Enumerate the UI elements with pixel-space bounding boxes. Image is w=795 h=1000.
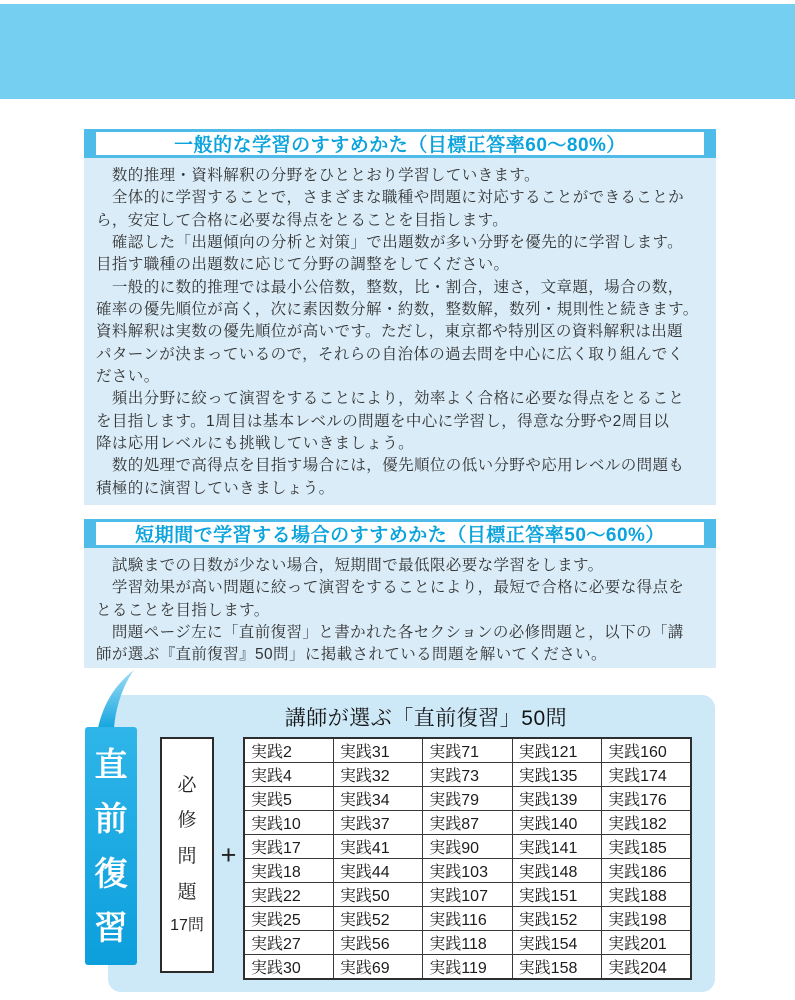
table-cell: 実践50 [333,883,422,907]
table-cell: 実践141 [512,835,601,859]
table-cell: 実践151 [512,883,601,907]
table-cell: 実践31 [333,738,422,763]
table-row [244,955,691,980]
text-line: 試験までの日数が少ない場合，短期間で最低限必要な学習をします。 [96,557,604,574]
table-cell: 実践186 [602,859,691,883]
review-table-title: 講師が選ぶ「直前復習」50問 [284,707,568,730]
table-cell: 実践204 [602,955,691,980]
text-line: 数的処理で高得点を目指す場合には，優先順位の低い分野や応用レベルの問題も [96,457,685,475]
table-cell: 実践160 [602,738,691,763]
header-bar-cap-left [84,129,96,158]
section-body-general [84,158,716,500]
table-cell: 実践103 [423,859,512,883]
table-row [244,835,691,859]
required-problems-box [160,737,214,973]
table-row [244,883,691,907]
required-box-char: 必 [177,774,197,796]
text-line: 降は応用レベルにも挑戦していきましょう。 [96,435,415,453]
table-cell: 実践56 [333,931,422,955]
table-cell: 実践182 [602,811,691,835]
section-title-short-term: 短期間で学習する場合のすすめかた（目標正答率50～60%） [135,525,665,546]
table-cell: 実践44 [333,859,422,883]
review-table-body [244,738,691,979]
text-line: パターンが決まっているので，それらの自治体の過去問を中心に広く取り組んでく [96,345,684,363]
pre-exam-review-banner [85,727,137,965]
table-row [244,763,691,787]
table-cell: 実践10 [244,811,333,835]
top-decorative-band [0,4,795,99]
table-row [244,738,691,763]
banner-char: 習 [94,908,128,946]
table-cell: 実践119 [423,955,512,980]
table-cell: 実践174 [602,763,691,787]
text-line: 確率の優先順位が高く，次に素因数分解・約数，整数解，数列・規則性と続きます。 [96,301,699,319]
section-header-general [84,129,716,158]
table-row [244,907,691,931]
table-cell: 実践17 [244,835,333,859]
section-body-short-term [84,548,716,667]
section-title-general: 一般的な学習のすすめかた（目標正答率60～80%） [174,135,626,156]
header-bar-cap-right [704,519,716,548]
text-line: 資料解釈は実数の優先順位が高いです。ただし，東京都や特別区の資料解釈は出題 [96,323,684,341]
table-cell: 実践18 [244,859,333,883]
table-row [244,931,691,955]
table-cell: 実践185 [602,835,691,859]
table-cell: 実践34 [333,787,422,811]
text-line: 数的推理・資料解釈の分野をひととおり学習していきます。 [96,167,540,184]
table-cell: 実践25 [244,907,333,931]
text-line: 一般的に数的推理では最小公倍数，整数，比・割合，速さ，文章題，場合の数， [96,278,684,296]
header-bar-cap-left [84,519,96,548]
table-cell: 実践154 [512,931,601,955]
text-line: ださい。 [96,368,160,386]
table-cell: 実践139 [512,787,601,811]
section-short-term-study [84,519,716,668]
table-cell: 実践87 [423,811,512,835]
table-cell: 実践71 [423,738,512,763]
table-cell: 実践198 [602,907,691,931]
table-row [244,811,691,835]
table-cell: 実践2 [244,738,333,763]
table-cell: 実践140 [512,811,601,835]
text-line: 師が選ぶ『直前復習』50問」に掲載されている問題を解いてください。 [96,646,607,664]
banner-char: 直 [94,746,128,784]
table-row [244,787,691,811]
table-cell: 実践121 [512,738,601,763]
review-problems-table [243,737,692,980]
banner-char: 前 [94,800,128,838]
table-cell: 実践152 [512,907,601,931]
table-cell: 実践116 [423,907,512,931]
banner-tail-swoosh [94,670,140,728]
table-cell: 実践52 [333,907,422,931]
table-cell: 実践201 [602,931,691,955]
text-line: とることを目指します。 [96,601,270,619]
table-cell: 実践73 [423,763,512,787]
table-cell: 実践41 [333,835,422,859]
required-box-char: 問 [177,845,197,867]
table-cell: 実践5 [244,787,333,811]
required-box-char: 修 [177,810,197,832]
banner-char: 復 [94,854,128,892]
text-line: 目指す職種の出題数に応じて分野の調整をしてください。 [96,256,510,274]
table-cell: 実践135 [512,763,601,787]
text-line: 確認した「出題傾向の分析と対策」で出題数が多い分野を優先的に学習します。 [96,234,684,252]
table-cell: 実践79 [423,787,512,811]
table-cell: 実践90 [423,835,512,859]
section-header-short-term [84,519,716,548]
table-cell: 実践32 [333,763,422,787]
section-general-study [84,129,716,505]
table-cell: 実践27 [244,931,333,955]
plus-sign: + [220,839,237,870]
table-cell: 実践176 [602,787,691,811]
table-cell: 実践158 [512,955,601,980]
table-cell: 実践30 [244,955,333,980]
table-cell: 実践118 [423,931,512,955]
required-box-count: 17問 [170,917,204,935]
required-box-char: 題 [177,881,197,903]
table-cell: 実践188 [602,883,691,907]
text-line: 学習効果が高い問題に絞って演習をすることにより，最短で合格に必要な得点を [96,579,685,597]
text-line: 積極的に演習していきましょう。 [96,479,335,497]
header-bar-cap-right [704,129,716,158]
table-cell: 実践22 [244,883,333,907]
table-cell: 実践69 [333,955,422,980]
table-row [244,859,691,883]
table-cell: 実践4 [244,763,333,787]
table-cell: 実践37 [333,811,422,835]
table-cell: 実践148 [512,859,601,883]
text-line: 問題ページ左に「直前復習」と書かれた各セクションの必修問題と，以下の「講 [96,624,684,642]
table-cell: 実践107 [423,883,512,907]
text-line: を目指します。1周目は基本レベルの問題を中心に学習し，得意な分野や2周目以 [96,412,670,430]
text-line: 頻出分野に絞って演習をすることにより，効率よく合格に必要な得点をとること [96,390,685,408]
text-line: ら，安定して合格に必要な得点をとることを目指します。 [96,211,509,229]
text-line: 全体的に学習することで，さまざまな職種や問題に対応することができることか [96,189,684,207]
